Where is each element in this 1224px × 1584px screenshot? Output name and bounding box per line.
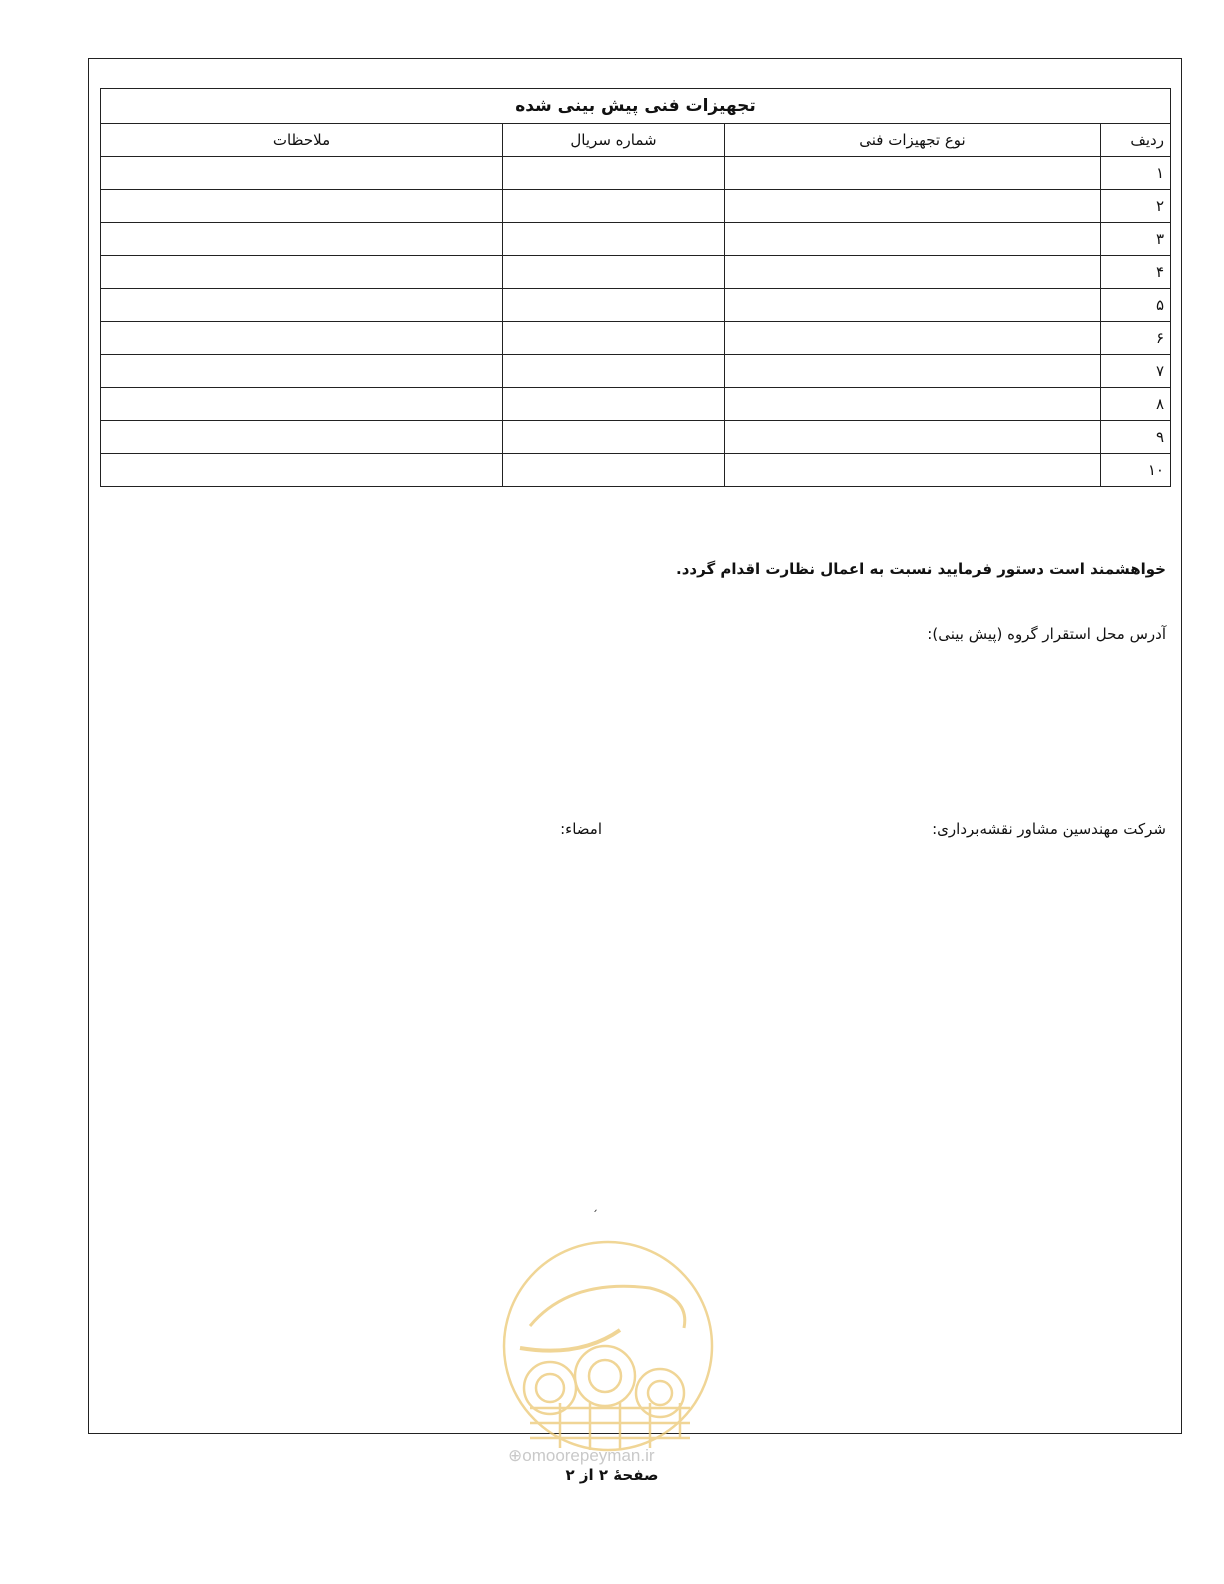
notes-cell (101, 190, 503, 223)
equipment-type-cell (725, 421, 1101, 454)
header-row-number: ردیف (1101, 124, 1171, 157)
notes-cell (101, 421, 503, 454)
address-label: آدرس محل استقرار گروه (پیش بینی): (927, 625, 1166, 643)
serial-number-cell (503, 256, 725, 289)
row-number-cell: ۸ (1101, 388, 1171, 421)
serial-number-cell (503, 289, 725, 322)
row-number-cell: ۴ (1101, 256, 1171, 289)
serial-number-cell (503, 421, 725, 454)
serial-number-cell (503, 223, 725, 256)
row-number-cell: ۳ (1101, 223, 1171, 256)
table-row (101, 190, 1171, 223)
notes-cell (101, 322, 503, 355)
table-row (101, 322, 1171, 355)
notes-cell (101, 454, 503, 487)
equipment-type-cell (725, 388, 1101, 421)
equipment-type-cell (725, 289, 1101, 322)
watermark-logo (500, 1238, 716, 1454)
company-label: شرکت مهندسین مشاور نقشه‌برداری: (932, 820, 1166, 838)
watermark-site: ⊕omoorepeyman.ir (508, 1446, 655, 1465)
notes-cell (101, 157, 503, 190)
serial-number-cell (503, 454, 725, 487)
notes-cell (101, 388, 503, 421)
row-number-cell: ۱ (1101, 157, 1171, 190)
notes-cell (101, 223, 503, 256)
equipment-type-cell (725, 454, 1101, 487)
row-number-cell: ۵ (1101, 289, 1171, 322)
equipment-type-cell (725, 322, 1101, 355)
row-number-cell: ۲ (1101, 190, 1171, 223)
notes-cell (101, 256, 503, 289)
serial-number-cell (503, 388, 725, 421)
row-number-cell: ۹ (1101, 421, 1171, 454)
equipment-type-cell (725, 190, 1101, 223)
table-title: تجهیزات فنی پیش بینی شده (101, 89, 1171, 124)
table-row (101, 454, 1171, 487)
notes-cell (101, 355, 503, 388)
table-row (101, 355, 1171, 388)
header-serial-number: شماره سریال (503, 124, 725, 157)
equipment-type-cell (725, 223, 1101, 256)
stray-mark: ˏ (592, 1198, 598, 1212)
globe-icon: ⊕ (508, 1446, 523, 1465)
serial-number-cell (503, 157, 725, 190)
notes-cell (101, 289, 503, 322)
equipment-table (100, 88, 1171, 487)
table-row (101, 223, 1171, 256)
header-equipment-type: نوع تجهیزات فنی (725, 124, 1101, 157)
header-notes: ملاحظات (101, 124, 503, 157)
table-row (101, 289, 1171, 322)
row-number-cell: ۱۰ (1101, 454, 1171, 487)
table-row (101, 157, 1171, 190)
equipment-type-cell (725, 157, 1101, 190)
table-row (101, 388, 1171, 421)
table-row (101, 421, 1171, 454)
serial-number-cell (503, 322, 725, 355)
page-number: صفحهٔ ۲ از ۲ (565, 1466, 659, 1484)
signature-label: امضاء: (560, 820, 602, 838)
row-number-cell: ۷ (1101, 355, 1171, 388)
serial-number-cell (503, 190, 725, 223)
table-row (101, 256, 1171, 289)
table-header-row (101, 124, 1171, 157)
equipment-type-cell (725, 256, 1101, 289)
request-text: خواهشمند است دستور فرمایید نسبت به اعمال نظارت اقدام گردد. (676, 560, 1166, 578)
serial-number-cell (503, 355, 725, 388)
row-number-cell: ۶ (1101, 322, 1171, 355)
equipment-type-cell (725, 355, 1101, 388)
